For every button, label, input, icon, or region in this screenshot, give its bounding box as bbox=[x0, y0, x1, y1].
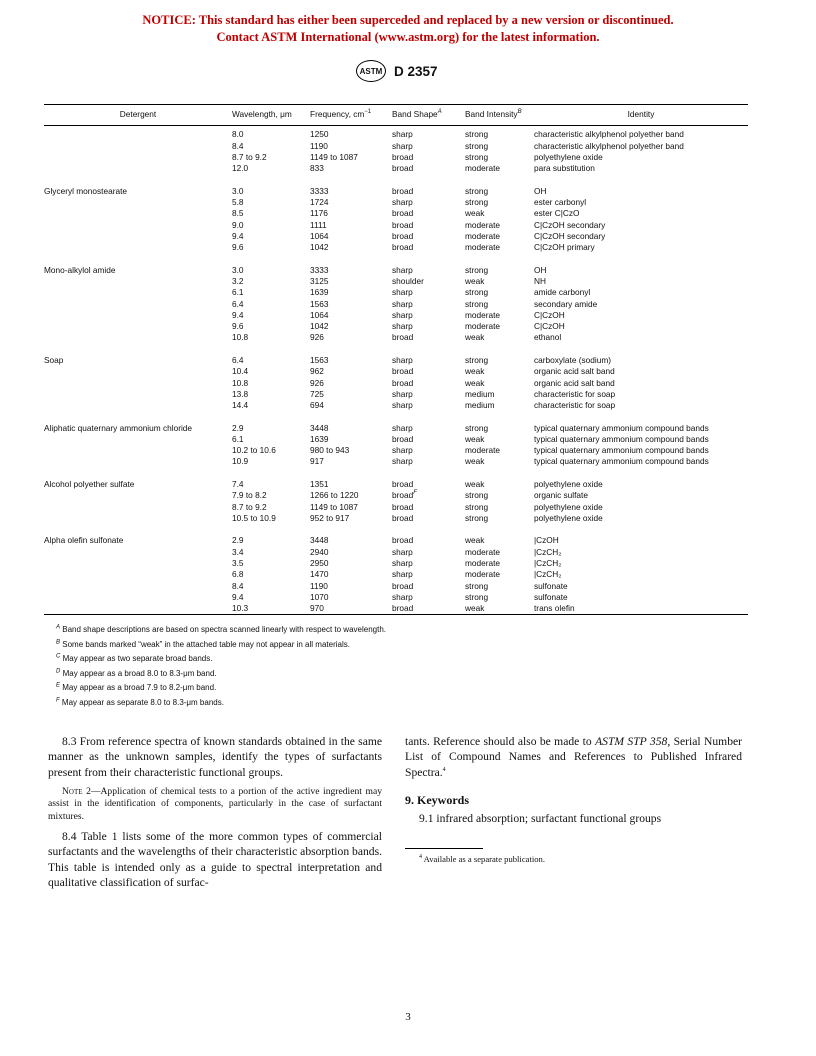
cell-frequency: 1563 bbox=[310, 354, 329, 365]
footnote: $^E$ May appear as a broad 7.9 to 8.2-μm band. bbox=[56, 682, 217, 693]
cell-identity: ester C|CzO bbox=[534, 208, 580, 219]
cell-detergent bbox=[44, 299, 232, 310]
cell-intensity: strong bbox=[465, 580, 489, 591]
cell-identity: |CzCH₂ bbox=[534, 557, 562, 568]
cell-intensity: weak bbox=[465, 275, 485, 286]
cell-detergent bbox=[44, 389, 232, 400]
cell-identity: sulfonate bbox=[534, 591, 568, 602]
cell-frequency: 1042 bbox=[310, 321, 329, 332]
cell-shape: broad bbox=[392, 377, 414, 388]
cell-wavelength: 10.8 bbox=[232, 332, 249, 343]
cell-identity: C|CzOH primary bbox=[534, 242, 595, 253]
cell-frequency: 1563 bbox=[310, 298, 329, 309]
cell-frequency: 1149 to 1087 bbox=[310, 501, 358, 512]
cell-intensity: strong bbox=[465, 501, 489, 512]
cell-wavelength: 7.9 to 8.2 bbox=[232, 490, 267, 501]
cell-detergent bbox=[44, 445, 232, 456]
cell-wavelength: 10.5 to 10.9 bbox=[232, 512, 276, 523]
paragraph-9-1: 9.1 infrared absorption; surfactant functional groups bbox=[419, 811, 662, 825]
table-row bbox=[44, 310, 748, 321]
cell-intensity: strong bbox=[465, 129, 489, 140]
cell-detergent bbox=[44, 558, 232, 569]
cell-shape: broad bbox=[392, 512, 414, 523]
cell-wavelength: 9.6 bbox=[232, 242, 244, 253]
cell-identity: trans olefin bbox=[534, 603, 575, 614]
right-column bbox=[405, 734, 742, 865]
cell-identity: amide carbonyl bbox=[534, 287, 591, 298]
table-header-row bbox=[44, 105, 748, 126]
cell-identity: C|CzOH bbox=[534, 321, 565, 332]
cell-identity: typical quaternary ammonium compound bands bbox=[534, 445, 709, 456]
cell-identity: C|CzOH secondary bbox=[534, 230, 606, 241]
cell-wavelength: 9.4 bbox=[232, 591, 244, 602]
table-row bbox=[44, 186, 748, 197]
cell-frequency: 926 bbox=[310, 332, 324, 343]
cell-frequency: 970 bbox=[310, 603, 324, 614]
left-column bbox=[48, 734, 382, 890]
cell-detergent bbox=[44, 242, 232, 253]
cell-detergent: Soap bbox=[44, 354, 64, 365]
cell-identity: para substitution bbox=[534, 163, 595, 174]
cell-identity: ethanol bbox=[534, 332, 562, 343]
cell-identity: carboxylate (sodium) bbox=[534, 354, 612, 365]
cell-wavelength: 6.4 bbox=[232, 354, 244, 365]
cell-detergent bbox=[44, 547, 232, 558]
cell-intensity: moderate bbox=[465, 309, 501, 320]
cell-frequency: 2950 bbox=[310, 557, 329, 568]
table-row bbox=[44, 276, 748, 287]
table-row bbox=[44, 129, 748, 140]
cell-intensity: weak bbox=[465, 478, 485, 489]
cell-frequency: 833 bbox=[310, 163, 324, 174]
cell-shape: sharp bbox=[392, 591, 413, 602]
cell-shape: sharp bbox=[392, 569, 413, 580]
cell-intensity: moderate bbox=[465, 546, 501, 557]
band-table bbox=[44, 104, 748, 617]
cell-intensity: moderate bbox=[465, 242, 501, 253]
table-row bbox=[44, 287, 748, 298]
cell-frequency: 3448 bbox=[310, 535, 329, 546]
section-9-heading: 9. Keywords bbox=[405, 793, 469, 808]
cell-wavelength: 9.4 bbox=[232, 309, 244, 320]
cell-intensity: weak bbox=[465, 377, 485, 388]
table-row bbox=[44, 299, 748, 310]
cell-identity: organic acid salt band bbox=[534, 377, 615, 388]
cell-detergent bbox=[44, 592, 232, 603]
cell-wavelength: 10.3 bbox=[232, 603, 249, 614]
cell-detergent: Alcohol polyether sulfate bbox=[44, 478, 135, 489]
cell-detergent bbox=[44, 603, 232, 615]
cell-wavelength: 6.1 bbox=[232, 433, 244, 444]
table-row bbox=[44, 265, 748, 276]
cell-identity: characteristic alkylphenol polyether band bbox=[534, 129, 684, 140]
cell-frequency: 3333 bbox=[310, 185, 329, 196]
cell-detergent bbox=[44, 197, 232, 208]
table-row bbox=[44, 378, 748, 389]
astm-logo-icon: ASTM bbox=[356, 60, 386, 82]
cell-identity: OH bbox=[534, 264, 547, 275]
standard-header bbox=[356, 60, 438, 82]
cell-wavelength: 12.0 bbox=[232, 163, 249, 174]
table-row bbox=[44, 603, 748, 615]
cell-wavelength: 13.8 bbox=[232, 388, 249, 399]
cell-shape: sharp bbox=[392, 354, 413, 365]
cell-wavelength: 2.9 bbox=[232, 535, 244, 546]
note-2: Note 2—Application of chemical tests to a portion of the active ingredient may assist in the identification of components, particularly in the case of surfactant mixtures. bbox=[48, 786, 382, 822]
table-row bbox=[44, 321, 748, 332]
cell-detergent bbox=[44, 231, 232, 242]
cell-shape: broad bbox=[392, 242, 414, 253]
cell-identity: characteristic for soap bbox=[534, 388, 616, 399]
standard-designation: D 2357 bbox=[394, 63, 438, 79]
cell-detergent: Aliphatic quaternary ammonium chloride bbox=[44, 422, 193, 433]
cell-frequency: 1064 bbox=[310, 230, 329, 241]
cell-shape: sharp bbox=[392, 196, 413, 207]
cell-intensity: strong bbox=[465, 512, 489, 523]
col-header-frequency: Frequency, $cm^{-1}$ bbox=[310, 105, 392, 126]
cell-shape: sharp bbox=[392, 309, 413, 320]
col-header-wavelength: Wavelength, μm bbox=[232, 105, 310, 126]
cell-frequency: 917 bbox=[310, 456, 324, 467]
cell-frequency: 1266 to 1220 bbox=[310, 490, 359, 501]
cell-identity: polyethylene oxide bbox=[534, 151, 603, 162]
cell-wavelength: 6.4 bbox=[232, 298, 244, 309]
cell-wavelength: 9.4 bbox=[232, 230, 244, 241]
notice-line-2: Contact ASTM International (www.astm.org) for the latest information. bbox=[216, 30, 600, 44]
cell-shape: sharp bbox=[392, 298, 413, 309]
table-row bbox=[44, 592, 748, 603]
cell-detergent: Glyceryl monostearate bbox=[44, 185, 128, 196]
cell-shape: broad bbox=[392, 219, 414, 230]
cell-wavelength: 3.0 bbox=[232, 264, 244, 275]
cell-detergent bbox=[44, 400, 232, 411]
cell-shape: sharp bbox=[392, 321, 413, 332]
cell-frequency: 980 to 943 bbox=[310, 445, 350, 456]
cell-detergent bbox=[44, 310, 232, 321]
cell-shape: broad bbox=[392, 185, 414, 196]
cell-wavelength: 8.0 bbox=[232, 129, 244, 140]
notice-banner bbox=[0, 12, 816, 46]
cell-frequency: 926 bbox=[310, 377, 324, 388]
cell-frequency: 3448 bbox=[310, 422, 329, 433]
cell-intensity: strong bbox=[465, 264, 489, 275]
cell-frequency: 1190 bbox=[310, 140, 328, 151]
cell-wavelength: 3.0 bbox=[232, 185, 244, 196]
col-header-detergent: Detergent bbox=[44, 105, 232, 126]
cell-wavelength: 9.6 bbox=[232, 321, 244, 332]
table-row bbox=[44, 490, 748, 501]
table-row bbox=[44, 400, 748, 411]
cell-intensity: moderate bbox=[465, 445, 501, 456]
page-number: 3 bbox=[405, 1011, 411, 1023]
cell-wavelength: 3.5 bbox=[232, 557, 244, 568]
cell-detergent bbox=[44, 502, 232, 513]
cell-detergent bbox=[44, 141, 232, 152]
cell-intensity: weak bbox=[465, 366, 485, 377]
cell-intensity: strong bbox=[465, 151, 489, 162]
cell-shape: sharp bbox=[392, 388, 413, 399]
table-row bbox=[44, 355, 748, 366]
cell-shape: broad bbox=[392, 478, 414, 489]
cell-detergent bbox=[44, 321, 232, 332]
cell-intensity: weak bbox=[465, 456, 485, 467]
cell-identity: secondary amide bbox=[534, 298, 598, 309]
cell-wavelength: 10.4 bbox=[232, 366, 249, 377]
cell-detergent bbox=[44, 366, 232, 377]
paragraph-8-4: 8.4 Table 1 lists some of the more common types of commercial surfactants and the wavelengths of their characteristic absorption bands. This table is intended only as a guide to spectral interpretation and qualitative classification of surfac- bbox=[48, 829, 382, 890]
cell-identity: C|CzOH bbox=[534, 309, 565, 320]
cell-intensity: strong bbox=[465, 591, 489, 602]
cell-wavelength: 6.8 bbox=[232, 569, 244, 580]
cell-wavelength: 10.8 bbox=[232, 377, 249, 388]
cell-shape: broad bbox=[392, 332, 414, 343]
cell-detergent bbox=[44, 208, 232, 219]
cell-shape: sharp bbox=[392, 456, 413, 467]
table-row bbox=[44, 513, 748, 524]
table-row bbox=[44, 366, 748, 377]
cell-identity: typical quaternary ammonium compound bands bbox=[534, 433, 709, 444]
cell-detergent bbox=[44, 287, 232, 298]
cell-intensity: medium bbox=[465, 400, 495, 411]
paragraph-8-3: 8.3 From reference spectra of known standards obtained in the same manner as the unknown samples, identify the types of surfactants present from their characteristic functional groups. bbox=[48, 735, 382, 779]
cell-shape: broad bbox=[392, 151, 414, 162]
cell-wavelength: 10.2 to 10.6 bbox=[232, 445, 276, 456]
table-row bbox=[44, 547, 748, 558]
footnote: $^D$ May appear as a broad 8.0 to 8.3-μm band. bbox=[56, 668, 217, 678]
cell-intensity: moderate bbox=[465, 230, 501, 241]
cell-wavelength: 3.4 bbox=[232, 546, 244, 557]
cell-intensity: weak bbox=[465, 603, 485, 614]
cell-frequency: 1724 bbox=[310, 196, 329, 207]
col-header-shape: Band Shape$^A$ bbox=[392, 105, 465, 126]
cell-shape: broad bbox=[392, 535, 414, 546]
cell-frequency: 1639 bbox=[310, 433, 329, 444]
cell-wavelength: 14.4 bbox=[232, 400, 249, 411]
cell-identity: C|CzOH secondary bbox=[534, 219, 606, 230]
cell-frequency: 1639 bbox=[310, 287, 329, 298]
cell-shape: shoulder bbox=[392, 275, 424, 286]
cell-frequency: 1111 bbox=[310, 219, 327, 230]
cell-wavelength: 8.4 bbox=[232, 580, 244, 591]
table-row bbox=[44, 535, 748, 546]
cell-shape: broad bbox=[392, 230, 414, 241]
table-row bbox=[44, 332, 748, 343]
cell-detergent bbox=[44, 513, 232, 524]
cell-shape: broad bbox=[392, 433, 414, 444]
col-header-identity: Identity bbox=[534, 105, 748, 126]
footnote: $^A$ Band shape descriptions are based on spectra scanned linearly with respect to wavelength. bbox=[56, 624, 386, 634]
cell-detergent bbox=[44, 129, 232, 140]
table-row bbox=[44, 141, 748, 152]
cell-frequency: 1042 bbox=[310, 242, 329, 253]
cell-shape: broad bbox=[392, 366, 414, 377]
cell-intensity: moderate bbox=[465, 163, 501, 174]
cell-frequency: 1250 bbox=[310, 129, 329, 140]
cell-frequency: 1470 bbox=[310, 569, 329, 580]
cell-frequency: 2940 bbox=[310, 546, 329, 557]
cell-intensity: strong bbox=[465, 196, 489, 207]
cell-wavelength: 3.2 bbox=[232, 275, 244, 286]
footnote: $^B$ Some bands marked “weak” in the attached table may not appear in all materials. bbox=[56, 638, 350, 649]
footnote-divider bbox=[405, 848, 483, 849]
cell-identity: characteristic for soap bbox=[534, 400, 616, 411]
cell-identity: polyethylene oxide bbox=[534, 501, 603, 512]
cell-wavelength: 8.5 bbox=[232, 208, 244, 219]
cell-shape: broad bbox=[392, 501, 414, 512]
cell-detergent bbox=[44, 490, 232, 501]
cell-detergent bbox=[44, 220, 232, 231]
table-row bbox=[44, 502, 748, 513]
cell-intensity: weak bbox=[465, 332, 485, 343]
cell-intensity: strong bbox=[465, 287, 489, 298]
cell-frequency: 1176 bbox=[310, 208, 328, 219]
cell-identity: typical quaternary ammonium compound bands bbox=[534, 456, 709, 467]
cell-identity: OH bbox=[534, 185, 547, 196]
cell-intensity: strong bbox=[465, 140, 489, 151]
cell-shape: sharp bbox=[392, 140, 413, 151]
table-row bbox=[44, 220, 748, 231]
cell-shape: broad bbox=[392, 208, 414, 219]
cell-detergent: Alpha olefin sulfonate bbox=[44, 535, 124, 546]
table-row bbox=[44, 152, 748, 163]
notice-line-1: NOTICE: This standard has either been superceded and replaced by a new version or discontinued. bbox=[142, 13, 674, 27]
cell-identity: |CzCH₂ bbox=[534, 569, 562, 580]
cell-intensity: strong bbox=[465, 298, 489, 309]
cell-detergent bbox=[44, 332, 232, 343]
cell-frequency: 1351 bbox=[310, 478, 329, 489]
cell-wavelength: 8.7 to 9.2 bbox=[232, 501, 267, 512]
cell-shape: broad bbox=[392, 580, 414, 591]
cell-frequency: 1190 bbox=[310, 580, 328, 591]
cell-detergent bbox=[44, 152, 232, 163]
cell-intensity: moderate bbox=[465, 557, 501, 568]
cell-shape: broad bbox=[392, 163, 414, 174]
table-row bbox=[44, 231, 748, 242]
cell-identity: typical quaternary ammonium compound bands bbox=[534, 422, 709, 433]
cell-wavelength: 8.4 bbox=[232, 140, 244, 151]
cell-detergent bbox=[44, 434, 232, 445]
cell-intensity: weak bbox=[465, 208, 485, 219]
cell-frequency: 694 bbox=[310, 400, 324, 411]
table-row bbox=[44, 208, 748, 219]
cell-wavelength: 10.9 bbox=[232, 456, 249, 467]
cell-intensity: weak bbox=[465, 535, 485, 546]
cell-identity: organic sulfate bbox=[534, 490, 588, 501]
cell-intensity: strong bbox=[465, 354, 489, 365]
cell-wavelength: 8.7 to 9.2 bbox=[232, 151, 267, 162]
cell-identity: |CzCH₂ bbox=[534, 546, 562, 557]
cell-detergent bbox=[44, 581, 232, 592]
cell-frequency: 1070 bbox=[310, 591, 329, 602]
cell-intensity: moderate bbox=[465, 321, 501, 332]
cell-frequency: 952 to 917 bbox=[310, 512, 350, 523]
cell-detergent: Mono-alkylol amide bbox=[44, 264, 116, 275]
cell-wavelength: 5.8 bbox=[232, 196, 244, 207]
cell-intensity: moderate bbox=[465, 569, 501, 580]
cell-identity: polyethylene oxide bbox=[534, 478, 603, 489]
table-row bbox=[44, 558, 748, 569]
cell-intensity: strong bbox=[465, 185, 489, 196]
cell-identity: organic acid salt band bbox=[534, 366, 615, 377]
cell-frequency: 962 bbox=[310, 366, 324, 377]
table-row bbox=[44, 569, 748, 580]
cell-identity: |CzOH bbox=[534, 535, 559, 546]
cell-shape: sharp bbox=[392, 400, 413, 411]
cell-intensity: weak bbox=[465, 433, 485, 444]
table-row bbox=[44, 434, 748, 445]
cell-shape: sharp bbox=[392, 129, 413, 140]
table-row bbox=[44, 389, 748, 400]
paragraph-continuation: tants. Reference should also be made to ASTM STP 358, Serial Number List of Compound Names and References to Published Infrared Spectra.$^4$ bbox=[405, 735, 742, 779]
table-row bbox=[44, 456, 748, 467]
table-row bbox=[44, 163, 748, 174]
cell-intensity: strong bbox=[465, 490, 489, 501]
footnote: $^C$ May appear as two separate broad bands. bbox=[56, 653, 213, 664]
cell-detergent bbox=[44, 276, 232, 287]
table-row bbox=[44, 445, 748, 456]
table-row bbox=[44, 242, 748, 253]
cell-wavelength: 2.9 bbox=[232, 422, 244, 433]
cell-wavelength: 7.4 bbox=[232, 478, 244, 489]
table-footnotes bbox=[56, 623, 386, 711]
cell-shape: sharp bbox=[392, 557, 413, 568]
cell-identity: polyethylene oxide bbox=[534, 512, 603, 523]
cell-shape: sharp bbox=[392, 264, 413, 275]
cell-identity: characteristic alkylphenol polyether band bbox=[534, 140, 684, 151]
cell-shape: sharp bbox=[392, 422, 413, 433]
cell-shape: sharp bbox=[392, 287, 413, 298]
cell-shape: broad$^F$ bbox=[392, 490, 417, 501]
cell-identity: sulfonate bbox=[534, 580, 568, 591]
cell-wavelength: 6.1 bbox=[232, 287, 244, 298]
cell-frequency: 1064 bbox=[310, 309, 329, 320]
cell-shape: broad bbox=[392, 603, 414, 614]
table-row bbox=[44, 423, 748, 434]
cell-shape: sharp bbox=[392, 546, 413, 557]
cell-intensity: medium bbox=[465, 388, 495, 399]
cell-detergent bbox=[44, 163, 232, 174]
cell-intensity: moderate bbox=[465, 219, 501, 230]
table-row bbox=[44, 479, 748, 490]
table-row bbox=[44, 581, 748, 592]
cell-frequency: 1149 to 1087 bbox=[310, 151, 358, 162]
cell-identity: NH bbox=[534, 275, 546, 286]
cell-detergent bbox=[44, 569, 232, 580]
cell-wavelength: 9.0 bbox=[232, 219, 244, 230]
cell-detergent bbox=[44, 456, 232, 467]
cell-identity: ester carbonyl bbox=[534, 196, 587, 207]
cell-frequency: 3125 bbox=[310, 275, 329, 286]
col-header-intensity: Band Intensity$^B$ bbox=[465, 105, 534, 126]
cell-frequency: 3333 bbox=[310, 264, 329, 275]
cell-frequency: 725 bbox=[310, 388, 324, 399]
cell-intensity: strong bbox=[465, 422, 489, 433]
table-row bbox=[44, 197, 748, 208]
footnote-4: $^4$ Available as a separate publication. bbox=[419, 854, 545, 865]
footnote: $^F$ May appear as separate 8.0 to 8.3-μm bands. bbox=[56, 697, 224, 707]
cell-detergent bbox=[44, 378, 232, 389]
cell-shape: sharp bbox=[392, 445, 413, 456]
